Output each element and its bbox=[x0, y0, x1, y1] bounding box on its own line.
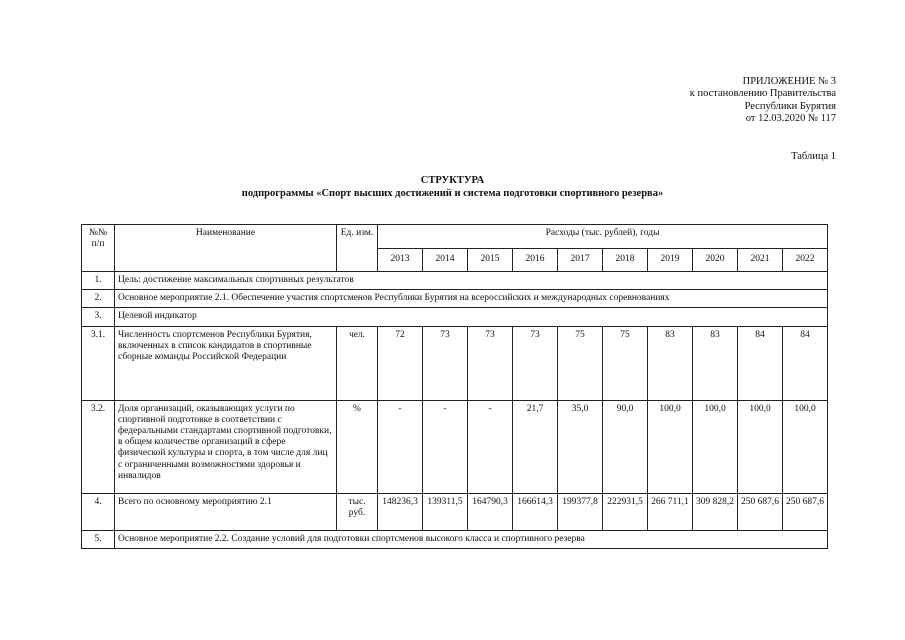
table-number: Таблица 1 bbox=[791, 151, 836, 162]
value-2019: 83 bbox=[648, 326, 693, 400]
value-2013: 148236,3 bbox=[378, 493, 423, 530]
value-2018: 90,0 bbox=[603, 400, 648, 493]
row-number: 3.1. bbox=[82, 326, 115, 400]
table-row bbox=[82, 326, 828, 400]
year-header-2017: 2017 bbox=[558, 249, 603, 272]
year-header-2022: 2022 bbox=[783, 249, 828, 272]
value-2017: 75 bbox=[558, 326, 603, 400]
appendix-block bbox=[690, 76, 836, 126]
value-2020: 100,0 bbox=[693, 400, 738, 493]
row-section-text: Цель: достижение максимальных спортивных результатов bbox=[115, 272, 828, 290]
appendix-line-1: ПРИЛОЖЕНИЕ № 3 bbox=[742, 76, 836, 87]
row-name: Доля организаций, оказывающих услуги по спортивной подготовке в соответствии с федеральными стандартами спортивной подготовки, в общем количестве организаций в сфере физической культуры и спорта, в том числе для лиц с ограниченными возможностями здоровья и инвалидов bbox=[115, 400, 337, 493]
value-2017: 199377,8 bbox=[558, 493, 603, 530]
value-2018: 222931,5 bbox=[603, 493, 648, 530]
header-name: Наименование bbox=[115, 225, 337, 272]
year-header-2016: 2016 bbox=[513, 249, 558, 272]
value-2014: 139311,5 bbox=[423, 493, 468, 530]
year-header-2019: 2019 bbox=[648, 249, 693, 272]
value-2013: 72 bbox=[378, 326, 423, 400]
appendix-line-2: к постановлению Правительства bbox=[689, 88, 836, 100]
row-name: Всего по основному мероприятию 2.1 bbox=[115, 493, 337, 530]
header-row bbox=[82, 225, 828, 249]
table-row bbox=[82, 290, 828, 308]
table-row bbox=[82, 400, 828, 493]
year-header-2014: 2014 bbox=[423, 249, 468, 272]
value-2020: 83 bbox=[693, 326, 738, 400]
year-header-2013: 2013 bbox=[378, 249, 423, 272]
year-header-2021: 2021 bbox=[738, 249, 783, 272]
row-number: 4. bbox=[82, 493, 115, 530]
row-section-text: Целевой индикатор bbox=[115, 308, 828, 326]
row-number: 3.2. bbox=[82, 400, 115, 493]
row-number: 5. bbox=[82, 530, 115, 548]
appendix-line-4: от 12.03.2020 № 117 bbox=[745, 113, 836, 125]
value-2022: 84 bbox=[783, 326, 828, 400]
row-number: 3. bbox=[82, 308, 115, 326]
row-unit: чел. bbox=[337, 326, 378, 400]
year-header-2015: 2015 bbox=[468, 249, 513, 272]
row-number: 1. bbox=[82, 272, 115, 290]
value-2015: 73 bbox=[468, 326, 513, 400]
value-2016: 21,7 bbox=[513, 400, 558, 493]
row-section-text: Основное мероприятие 2.2. Создание условий для подготовки спортсменов высокого класса и спортивного резерва bbox=[115, 530, 828, 548]
row-number: 2. bbox=[82, 290, 115, 308]
row-name: Численность спортсменов Республики Бурятия, включенных в список кандидатов в спортивные сборные команды Российской Федерации bbox=[115, 326, 337, 400]
table-row bbox=[82, 272, 828, 290]
year-header-2020: 2020 bbox=[693, 249, 738, 272]
value-2019: 100,0 bbox=[648, 400, 693, 493]
table-row bbox=[82, 308, 828, 326]
value-2018: 75 bbox=[603, 326, 648, 400]
value-2014: 73 bbox=[423, 326, 468, 400]
value-2014: - bbox=[423, 400, 468, 493]
structure-table bbox=[81, 224, 828, 549]
row-unit: % bbox=[337, 400, 378, 493]
value-2016: 73 bbox=[513, 326, 558, 400]
value-2017: 35,0 bbox=[558, 400, 603, 493]
header-unit: Ед. изм. bbox=[337, 225, 378, 272]
row-unit: тыс. руб. bbox=[337, 493, 378, 530]
row-section-text: Основное мероприятие 2.1. Обеспечение участия спортсменов Республики Бурятия на всероссийских и международных соревнованиях bbox=[115, 290, 828, 308]
value-2022: 100,0 bbox=[783, 400, 828, 493]
header-num: №№ п/п bbox=[82, 225, 115, 272]
table-row bbox=[82, 530, 828, 548]
value-2021: 100,0 bbox=[738, 400, 783, 493]
value-2015: - bbox=[468, 400, 513, 493]
value-2021: 84 bbox=[738, 326, 783, 400]
appendix-line-3: Республики Бурятия bbox=[744, 100, 836, 112]
value-2015: 164790,3 bbox=[468, 493, 513, 530]
value-2019: 266 711,1 bbox=[648, 493, 693, 530]
title-line-2: подпрограммы «Спорт высших достижений и система подготовки спортивного резерва» bbox=[241, 188, 664, 199]
header-expenses: Расходы (тыс. рублей), годы bbox=[378, 225, 828, 249]
value-2021: 250 687,6 bbox=[738, 493, 783, 530]
table-row bbox=[82, 493, 828, 530]
title-line-1: СТРУКТУРА bbox=[420, 175, 485, 186]
document-title bbox=[0, 174, 905, 200]
year-header-2018: 2018 bbox=[603, 249, 648, 272]
value-2013: - bbox=[378, 400, 423, 493]
value-2016: 166614,3 bbox=[513, 493, 558, 530]
value-2020: 309 828,2 bbox=[693, 493, 738, 530]
value-2022: 250 687,6 bbox=[783, 493, 828, 530]
